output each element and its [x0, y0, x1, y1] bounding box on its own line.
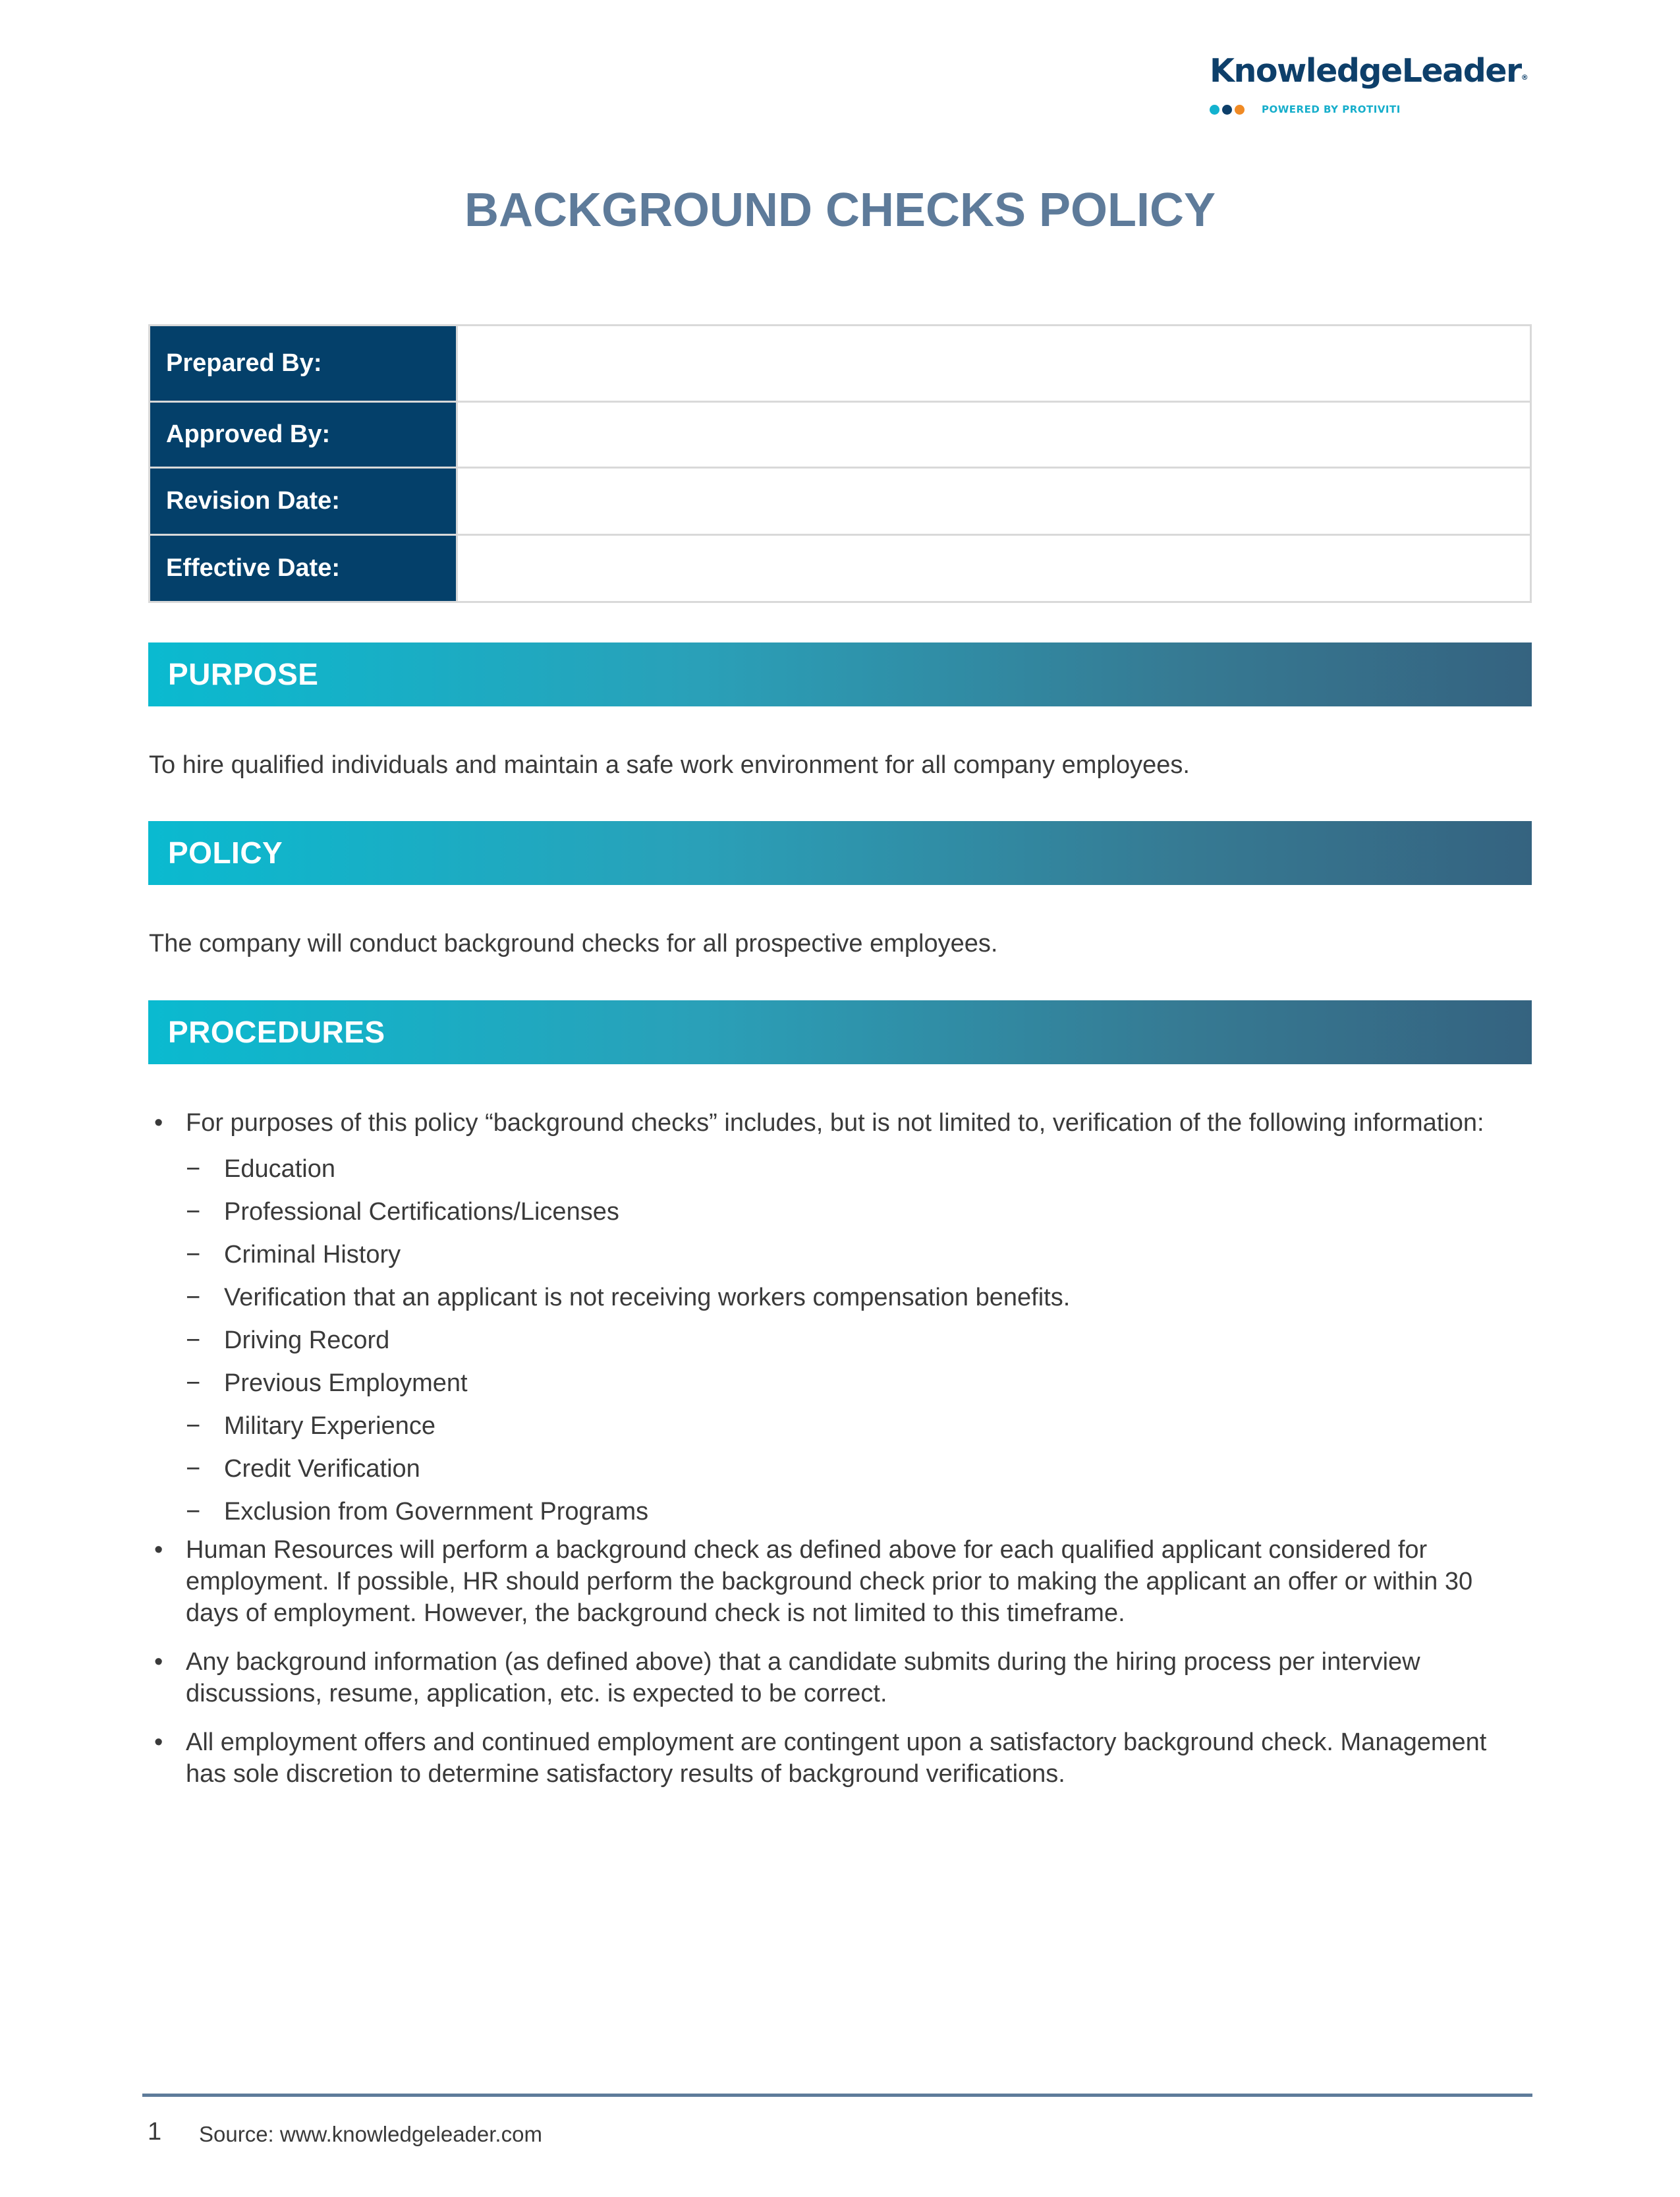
list-item: [149, 1534, 1546, 1629]
list-item-text: For purposes of this policy “background checks” includes, but is not limited to, verification of the following information:: [186, 1109, 1484, 1137]
footer-divider: [142, 2094, 1532, 2097]
sub-list-item: [149, 1453, 1546, 1496]
procedures-list: [149, 1107, 1546, 1807]
purpose-section-heading: PURPOSE: [148, 642, 1532, 706]
sub-list-item-text: Credit Verification: [224, 1455, 420, 1483]
list-item: [149, 1726, 1546, 1790]
list-item: [149, 1107, 1546, 1139]
logo-dot-teal-icon: [1210, 105, 1219, 115]
logo-dot-orange-icon: [1235, 105, 1245, 115]
dash-icon: −: [186, 1284, 201, 1311]
list-item-text: Human Resources will perform a background check as defined above for each qualified applicant considered for employment. If possible, HR should perform the background check prior to making the applicant an offer or within 30 days of employment. However, the background check is not limited to this timeframe.: [186, 1536, 1473, 1627]
revision-date-field[interactable]: [457, 468, 1531, 535]
table-row: [150, 535, 1531, 602]
effective-date-field[interactable]: [457, 535, 1531, 602]
registered-mark: ®: [1521, 73, 1528, 82]
approved-by-label: Approved By:: [150, 402, 457, 468]
footer-source: Source: www.knowledgeleader.com: [199, 2122, 542, 2146]
sub-list-item: [149, 1325, 1546, 1367]
approved-by-field[interactable]: [457, 402, 1531, 468]
dash-icon: −: [186, 1155, 201, 1183]
dash-icon: −: [186, 1241, 201, 1269]
sub-list-item: [149, 1153, 1546, 1196]
sub-list-item: [149, 1410, 1546, 1453]
sub-list-item-text: Driving Record: [224, 1327, 390, 1354]
sub-list-item-text: Education: [224, 1155, 336, 1183]
purpose-text: To hire qualified individuals and maintain a safe work environment for all company employees.: [149, 751, 1190, 779]
sub-list-item: [149, 1367, 1546, 1410]
sub-list-item-text: Criminal History: [224, 1241, 401, 1269]
sub-list-item: [149, 1496, 1546, 1534]
procedures-section-heading: PROCEDURES: [148, 1000, 1532, 1064]
prepared-by-field[interactable]: [457, 326, 1531, 402]
logo-tagline: POWERED BY PROTIVITI: [1262, 103, 1401, 115]
sub-list-item: [149, 1239, 1546, 1282]
sub-list-item: [149, 1196, 1546, 1239]
bullet-icon: •: [154, 1536, 163, 1564]
bullet-icon: •: [154, 1109, 163, 1137]
policy-section-heading: POLICY: [148, 821, 1532, 885]
table-row: [150, 326, 1531, 402]
sub-list-item-text: Military Experience: [224, 1412, 435, 1440]
sub-list-item-text: Previous Employment: [224, 1369, 468, 1397]
dash-icon: −: [186, 1327, 201, 1354]
knowledgeleader-logo: [1210, 51, 1539, 116]
sub-list-item-text: Verification that an applicant is not receiving workers compensation benefits.: [224, 1284, 1071, 1311]
document-info-table: [148, 324, 1532, 603]
dash-icon: −: [186, 1198, 201, 1226]
page-title: BACKGROUND CHECKS POLICY: [464, 184, 1216, 237]
policy-text: The company will conduct background checks for all prospective employees.: [149, 930, 998, 957]
dash-icon: −: [186, 1369, 201, 1397]
logo-tagline-row: [1210, 103, 1539, 116]
prepared-by-label: Prepared By:: [150, 326, 457, 402]
revision-date-label: Revision Date:: [150, 468, 457, 535]
dash-icon: −: [186, 1412, 201, 1440]
bullet-icon: •: [154, 1728, 163, 1756]
list-item-text: All employment offers and continued employment are contingent upon a satisfactory background check. Management has sole discretion to determine satisfactory results of background verifications.: [186, 1728, 1487, 1788]
bullet-icon: •: [154, 1648, 163, 1676]
logo-name: KnowledgeLeader: [1210, 52, 1521, 90]
sub-list-item-text: Professional Certifications/Licenses: [224, 1198, 619, 1226]
logo-wordmark: [1210, 51, 1539, 91]
dash-icon: −: [186, 1455, 201, 1483]
sub-list-item-text: Exclusion from Government Programs: [224, 1498, 649, 1526]
logo-dot-navy-icon: [1222, 105, 1232, 115]
list-item-text: Any background information (as defined above) that a candidate submits during the hiring process per interview discussions, resume, application, etc. is expected to be correct.: [186, 1648, 1420, 1707]
verification-sublist: [149, 1153, 1546, 1534]
list-item: [149, 1646, 1546, 1709]
table-row: [150, 468, 1531, 535]
sub-list-item: [149, 1282, 1546, 1325]
dash-icon: −: [186, 1498, 201, 1526]
effective-date-label: Effective Date:: [150, 535, 457, 602]
page-number: 1: [148, 2118, 162, 2146]
table-row: [150, 402, 1531, 468]
